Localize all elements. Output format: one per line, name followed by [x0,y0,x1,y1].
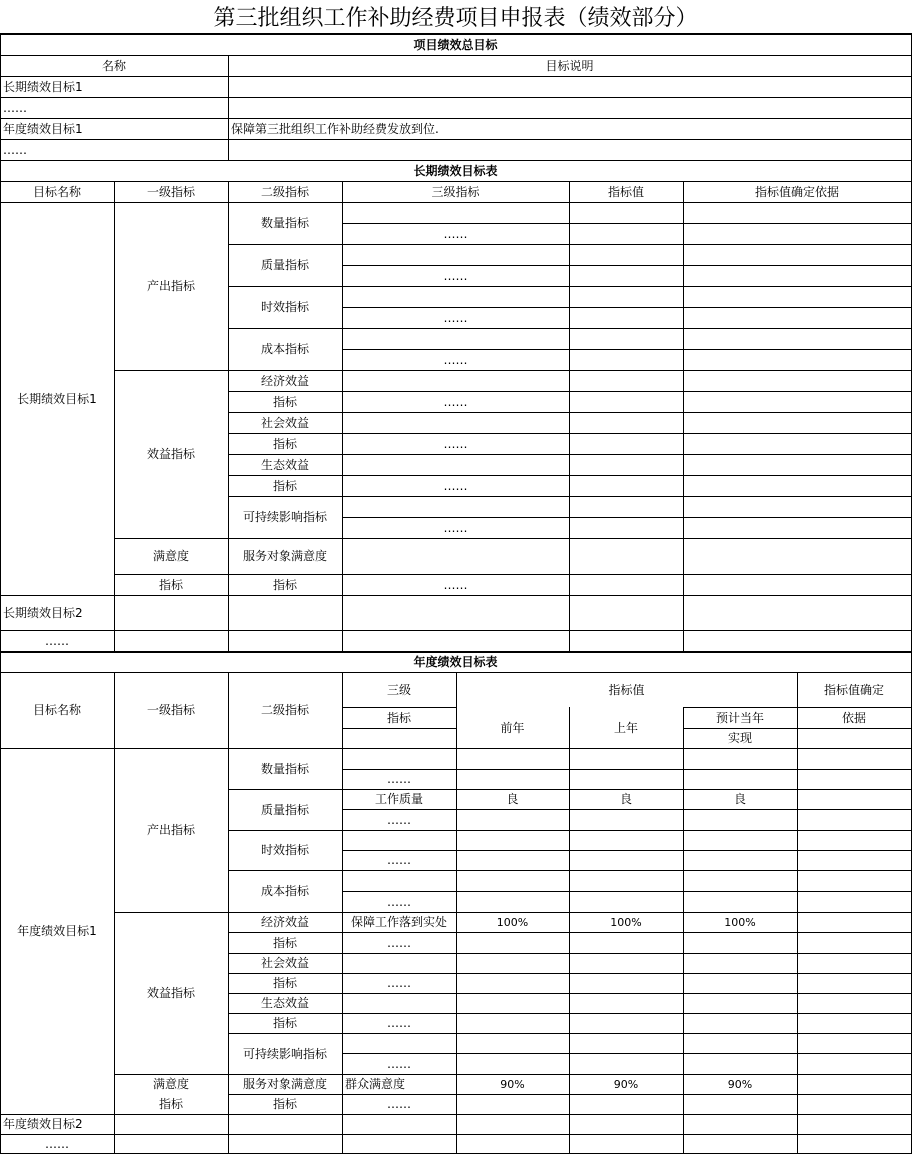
annual-col-value: 指标值 [608,682,645,697]
grid-line [342,538,912,539]
annual-col-prev-prev: 前年 [500,720,525,735]
long-term-quality: 质量指标 [260,258,309,272]
annual-indicator: 指标 [272,1097,297,1111]
long-term-col-header: 指标值 [607,184,644,199]
annual-output: 产出指标 [146,823,195,837]
long-term-social: 社会效益 [260,415,309,430]
annual-col-expected: 实现 [727,731,752,745]
long-term-ellipsis: …… [443,478,468,493]
long-term-benefit: 效益指标 [146,447,195,461]
long-term-indicator: 指标 [272,478,297,493]
annual-value-prev: 良 [619,792,632,806]
long-term-ellipsis: …… [443,436,468,451]
annual-ecological: 生态效益 [260,996,309,1010]
annual-economic: 经济效益 [260,915,309,929]
summary-row-name: …… [3,142,27,157]
annual-ellipsis: …… [387,1016,411,1030]
annual-col-level1: 一级指标 [146,703,195,717]
annual-indicator: 指标 [272,935,297,950]
long-term-ellipsis: …… [443,394,468,409]
grid-line [911,33,912,1154]
long-term-indicator: 指标 [272,394,297,409]
annual-goal-1: 年度绩效目标1 [17,924,97,938]
annual-value-expected: 90% [727,1077,753,1091]
annual-value-prev: 100% [610,915,642,929]
annual-ellipsis: …… [387,1056,411,1071]
summary-row-desc [228,97,911,118]
grid-line [342,830,912,831]
grid-line [342,870,912,871]
annual-benefit: 效益指标 [146,986,195,1000]
long-term-ellipsis: …… [443,226,468,241]
annual-col-basis: 指标值确定 [823,682,884,697]
grid-line [569,181,570,652]
annual-goal-2: 年度绩效目标2 [3,1117,83,1131]
long-term-indicator: 指标 [158,577,183,592]
annual-col-goal: 目标名称 [32,703,81,717]
long-term-ellipsis: …… [45,633,69,648]
summary-row-desc: 保障第三批组织工作补助经费发放到位. [231,121,439,136]
annual-indicator: 指标 [272,976,297,990]
annual-sustainable: 可持续影响指标 [242,1046,327,1061]
annual-economic-item: 保障工作落到实处 [350,915,447,929]
annual-heading: 年度绩效目标表 [413,655,498,669]
annual-value-expected: 100% [724,915,756,929]
long-term-sustainable: 可持续影响指标 [242,510,327,524]
grid-line [342,328,912,329]
long-term-output: 产出指标 [146,279,195,293]
long-term-service-satisfaction: 服务对象满意度 [242,549,327,563]
annual-ellipsis: …… [387,772,411,786]
annual-timeliness: 时效指标 [260,843,309,857]
long-term-ellipsis: …… [443,268,468,283]
grid-line [342,993,912,994]
grid-line [342,496,912,497]
annual-col-level3: 指标 [386,710,411,725]
annual-col-level3: 三级 [386,682,411,697]
summary-col-name: 名称 [101,58,126,73]
annual-value-prev: 90% [613,1077,639,1091]
annual-quality: 质量指标 [260,802,309,817]
long-term-goal-1: 长期绩效目标1 [17,391,97,406]
annual-ellipsis: …… [45,1136,69,1151]
long-term-indicator: 指标 [272,436,297,451]
long-term-economic: 经济效益 [260,373,309,388]
annual-value-prev-prev: 90% [500,1077,525,1091]
long-term-timeliness: 时效指标 [260,300,309,314]
grid-line [342,412,912,413]
summary-col-desc: 目标说明 [545,58,594,73]
annual-ellipsis: …… [387,1097,411,1111]
long-term-col-header: 指标值确定依据 [754,184,839,199]
summary-row-desc [228,139,911,160]
form-title: 第三批组织工作补助经费项目申报表（绩效部分） [213,5,698,31]
annual-ellipsis: …… [387,853,411,867]
annual-col-prev: 上年 [613,720,638,735]
annual-indicator: 指标 [158,1097,183,1111]
long-term-ecological: 生态效益 [260,457,309,472]
long-term-ellipsis: …… [443,352,468,367]
annual-quantity: 数量指标 [260,761,309,776]
long-term-satisfaction: 满意度 [152,549,189,563]
grid-line [342,728,457,729]
long-term-goal-2: 长期绩效目标2 [3,605,83,620]
annual-value-prev-prev: 100% [496,915,529,929]
long-term-col-header: 三级指标 [431,184,480,199]
annual-col-basis: 依据 [841,710,866,725]
annual-ellipsis: …… [387,935,411,950]
grid-line [0,630,912,631]
long-term-ellipsis: …… [443,310,468,325]
summary-row-name: …… [3,100,27,115]
annual-value-expected: 良 [733,792,746,806]
long-term-col-header: 一级指标 [146,184,195,199]
annual-ellipsis: …… [387,976,411,990]
annual-col-expected: 预计当年 [715,710,764,725]
grid-line [342,370,912,371]
annual-ellipsis: …… [387,894,411,909]
grid-line [683,181,684,652]
summary-heading: 项目绩效总目标 [413,37,498,52]
long-term-heading: 长期绩效目标表 [413,163,498,178]
long-term-ellipsis: …… [443,577,468,592]
annual-service-satisfaction: 服务对象满意度 [242,1077,327,1091]
summary-row-name: 长期绩效目标1 [3,79,83,94]
grid-line [342,286,912,287]
annual-social: 社会效益 [260,956,309,970]
annual-col-level2: 二级指标 [260,703,309,717]
long-term-quantity: 数量指标 [260,216,309,230]
annual-indicator: 指标 [272,1016,297,1030]
grid-line [0,595,912,596]
long-term-indicator: 指标 [272,577,297,592]
long-term-ellipsis: …… [443,520,468,535]
annual-value-prev-prev: 良 [506,792,519,806]
annual-cost: 成本指标 [260,884,309,898]
grid-line [342,454,912,455]
annual-quality-item: 工作质量 [374,792,423,806]
annual-satisfaction: 满意度 [152,1077,189,1091]
long-term-col-header: 二级指标 [260,184,309,199]
long-term-cost: 成本指标 [260,342,309,356]
annual-satisfaction-item: 群众满意度 [345,1077,406,1091]
grid-line [342,1033,912,1034]
grid-line [797,672,798,1154]
long-term-col-header: 目标名称 [32,184,81,199]
summary-row-name: 年度绩效目标1 [3,121,83,136]
annual-ellipsis: …… [387,812,411,827]
grid-line [342,244,912,245]
summary-row-desc [228,76,911,97]
grid-line [342,953,912,954]
